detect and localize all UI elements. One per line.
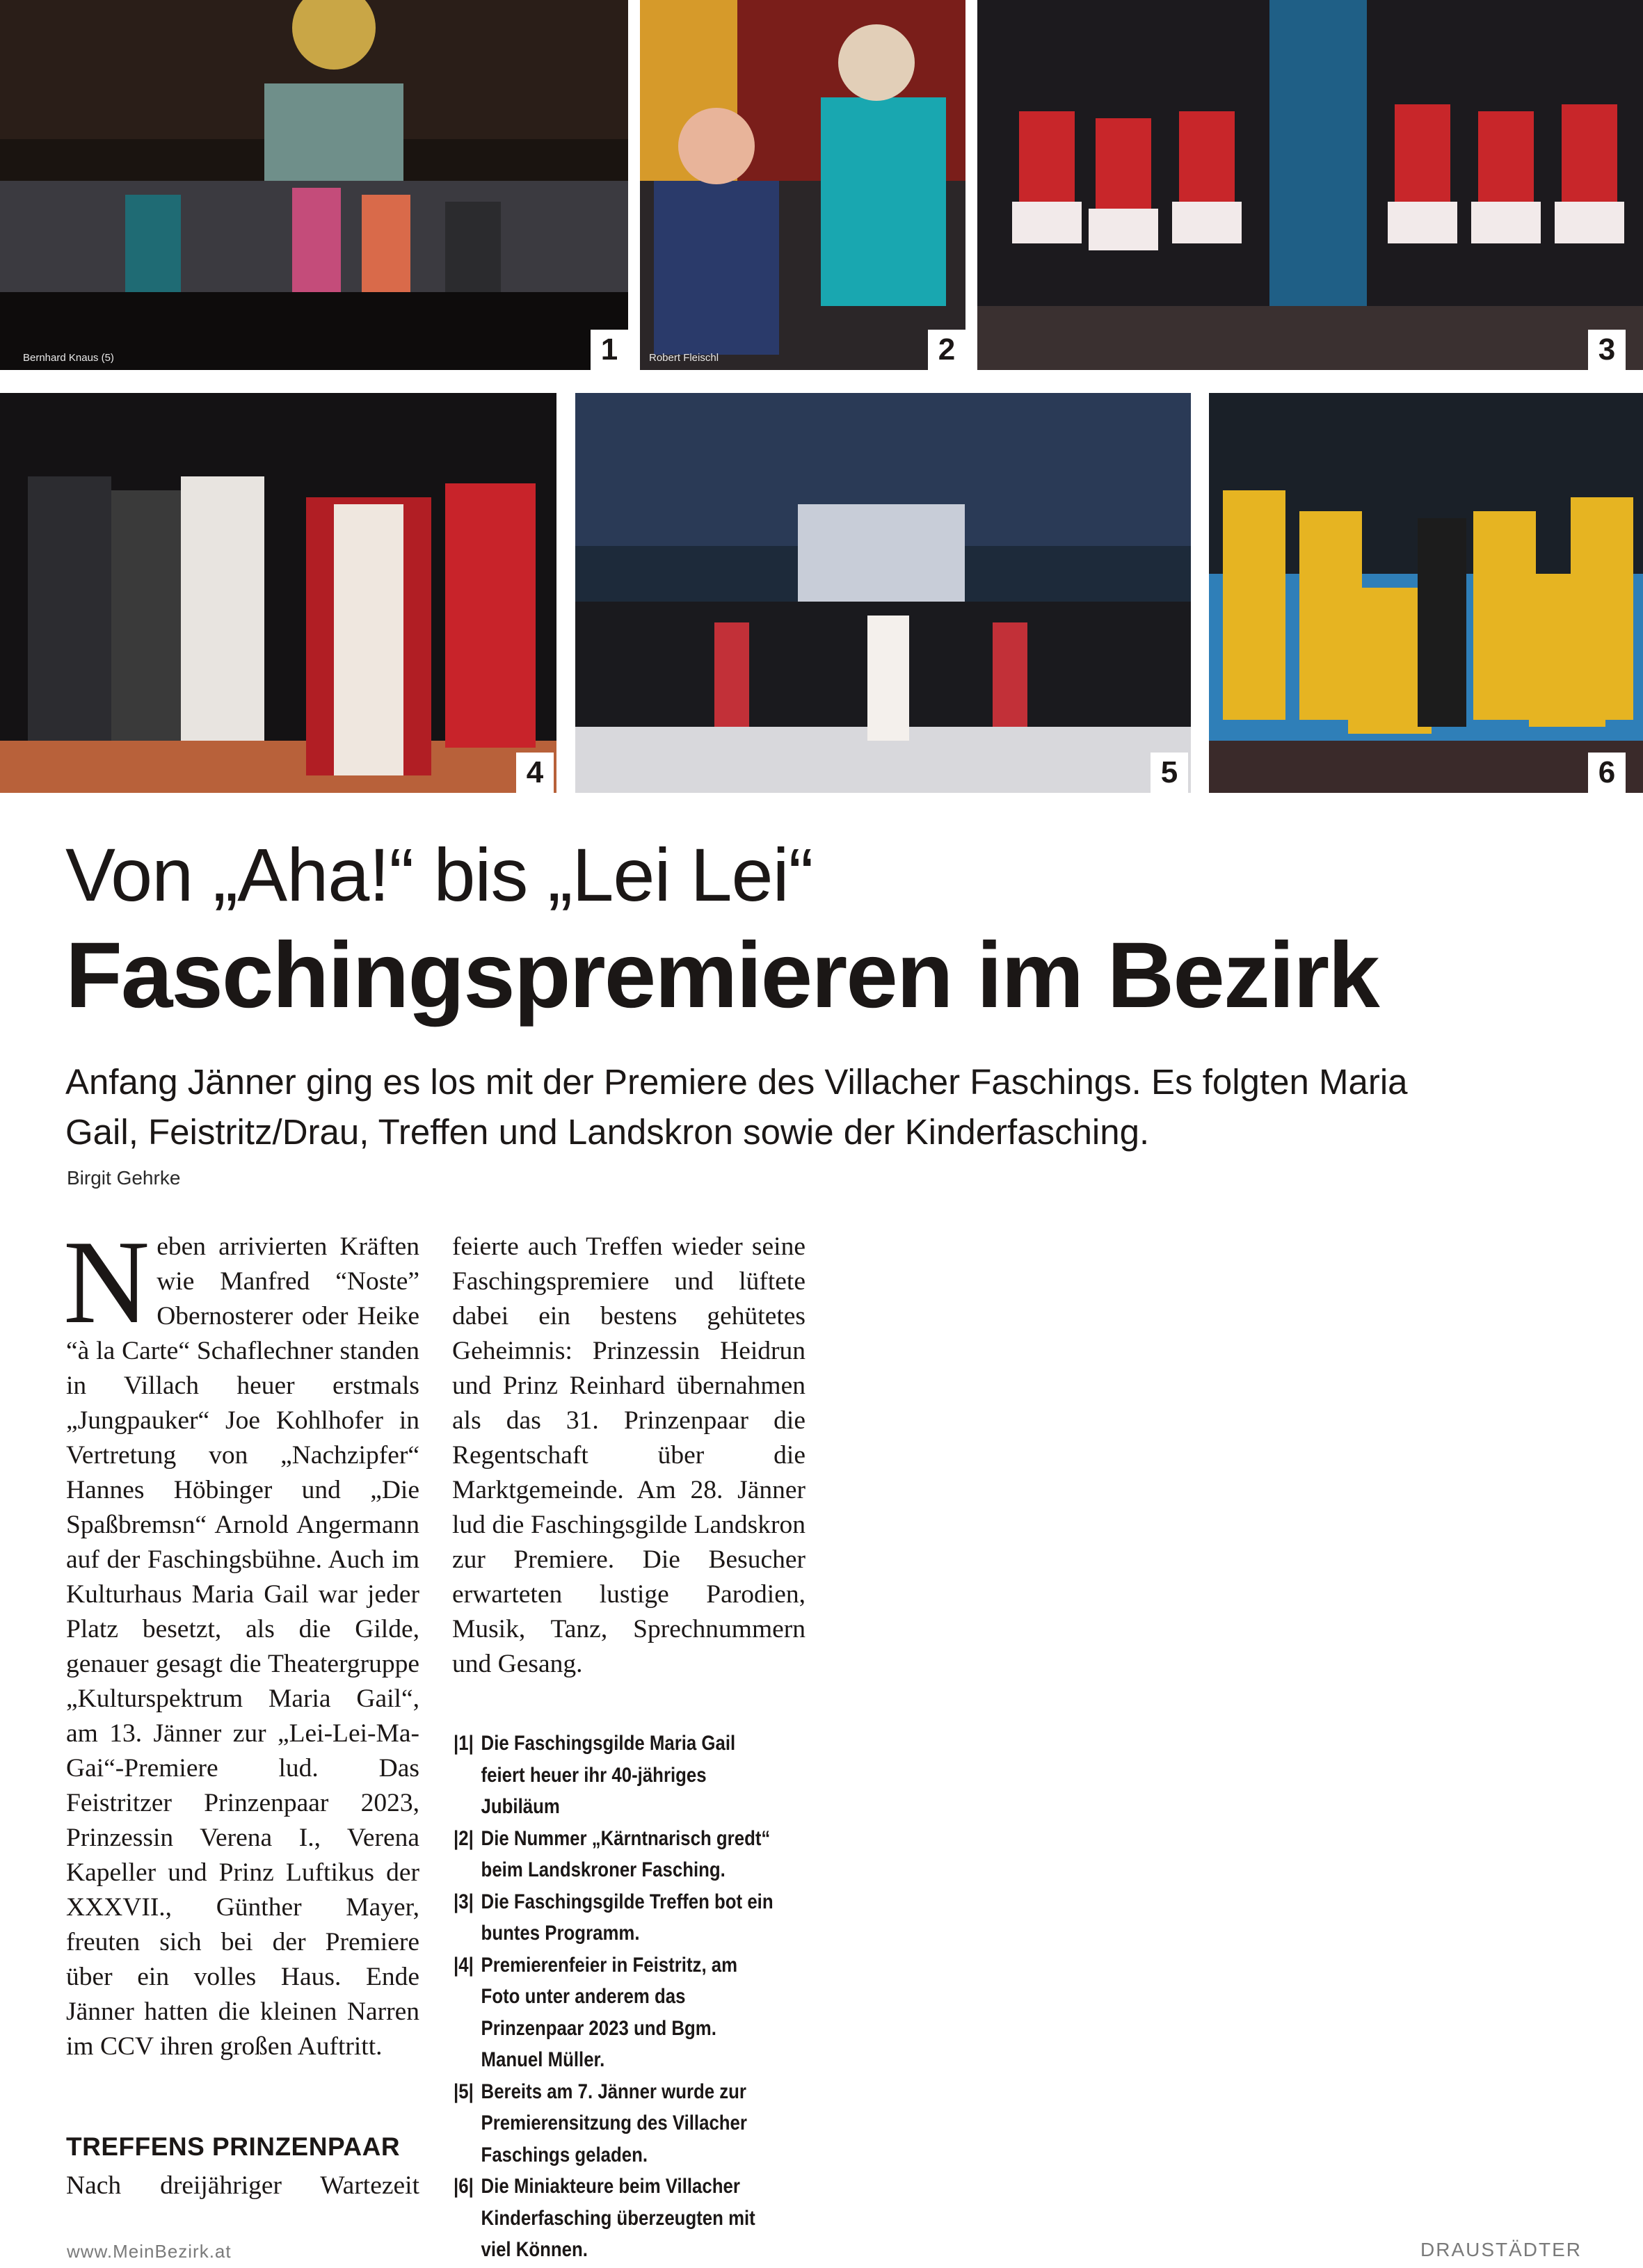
caption-text: Die Faschingsgilde Maria Gail feiert heuer ihr 40-jähriges Jubiläum xyxy=(481,1732,736,1818)
photo-3 xyxy=(977,0,1643,370)
article-body-text: eben arrivierten Kräften wie Manfred “Noste” Obernosterer oder Heike “à la Carte“ Schaflechner standen in Villach heuer erstmals „Jungpauker“ Joe Kohlhofer in Vertretung von „Nachzipfer“ Hannes Höbinger und „Die Spaßbremsn“ Arnold Angermann auf der Faschingsbühne. Auch im Kulturhaus Maria Gail war jeder Platz besetzt, als die Gilde, genauer gesagt die Theatergruppe „Kulturspektrum Maria Gail“, am 13. Jänner zur „Lei-Lei-Ma-Gai“-Premiere lud. Das Feistritzer Prinzenpaar 2023, Prinzessin Verena I., Verena Kapeller und Prinz Luftikus der XXXVII., Günther Mayer, freuten sich bei der Premiere über ein volles Haus. Ende Jänner hatten die kleinen Narren im CCV ihren großen Auftritt. xyxy=(66,1232,419,2061)
caption-item xyxy=(454,1949,776,2076)
caption-text: Die Faschingsgilde Treffen bot ein buntes Programm. xyxy=(481,1890,774,1945)
caption-item xyxy=(454,2076,776,2171)
photo-4-image xyxy=(0,393,556,793)
photo-5 xyxy=(575,393,1191,793)
footer-publication-name: DRAUSTÄDTER xyxy=(1420,2239,1582,2260)
photo-number: 6 xyxy=(1588,753,1626,793)
photo-1-image xyxy=(0,0,628,370)
caption-item xyxy=(454,1823,776,1886)
article-headline: Faschingspremieren im Bezirk xyxy=(65,924,1379,1027)
photo-6-image xyxy=(1209,393,1643,793)
article-lead: Anfang Jänner ging es los mit der Premiere des Villacher Faschings. Es folgten Maria Gail, Feistritz/Drau, Treffen und Landskron sowie der Kinderfasching. xyxy=(65,1062,1408,1152)
caption-text: Die Nummer „Kärntnarisch gredt“ beim Landskroner Fasching. xyxy=(481,1826,771,1881)
photo-number: 2 xyxy=(928,330,965,370)
article-subhead: TREFFENS PRINZENPAAR xyxy=(66,2132,401,2161)
article-body-column-2 xyxy=(452,1230,806,1682)
article-body-text: feierte auch Treffen wieder seine Faschingspremiere und lüftete dabei ein bestens gehütetes Geheimnis: Prinzessin Heidrun und Prinz Reinhard übernahmen als das 31. Prinzenpaar die Regentschaft über die Marktgemeinde. Am 28. Jänner lud die Faschingsgilde Landskron zur Premiere. Die Besucher erwarteten lustige Parodien, Musik, Tanz, Sprechnummern und Gesang. xyxy=(452,1232,806,1678)
caption-number: |6| xyxy=(454,2175,474,2198)
photo-number: 3 xyxy=(1588,330,1626,370)
caption-text: Bereits am 7. Jänner wurde zur Premierensitzung des Villacher Faschings geladen. xyxy=(481,2080,747,2166)
drop-cap: N xyxy=(63,1216,150,1349)
caption-number: |3| xyxy=(454,1890,474,1913)
photo-number: 1 xyxy=(591,330,628,370)
article-body-column-1 xyxy=(63,1216,419,2064)
caption-item xyxy=(454,1886,776,1949)
caption-text: Premierenfeier in Feistritz, am Foto unter anderem das Prinzenpaar 2023 und Bgm. Manuel Müller. xyxy=(481,1953,738,2071)
caption-number: |2| xyxy=(454,1826,474,1850)
photo-1 xyxy=(0,0,628,370)
photo-2 xyxy=(640,0,965,370)
photo-3-image xyxy=(977,0,1643,370)
photo-number: 4 xyxy=(516,753,554,793)
photo-4 xyxy=(0,393,556,793)
caption-text: Die Miniakteure beim Villacher Kinderfasching überzeugten mit viel Können. xyxy=(481,2175,755,2261)
photo-credit: Robert Fleischl xyxy=(649,352,719,364)
photo-2-image xyxy=(640,0,965,370)
caption-number: |4| xyxy=(454,1953,474,1977)
article-author: Birgit Gehrke xyxy=(67,1167,181,1189)
caption-number: |1| xyxy=(454,1732,474,1755)
caption-number: |5| xyxy=(454,2080,474,2103)
article-body-text-continued: Nach dreijähriger Wartezeit xyxy=(66,2171,419,2200)
photo-6 xyxy=(1209,393,1643,793)
caption-item xyxy=(454,2171,776,2266)
photo-credit: Bernhard Knaus (5) xyxy=(23,352,114,364)
photo-5-image xyxy=(575,393,1191,793)
caption-item xyxy=(454,1728,776,1823)
article-kicker: Von „Aha!“ bis „Lei Lei“ xyxy=(65,833,813,917)
photo-number: 5 xyxy=(1151,753,1188,793)
photo-captions xyxy=(454,1728,776,2266)
footer-website-link[interactable]: www.MeinBezirk.at xyxy=(67,2241,232,2262)
